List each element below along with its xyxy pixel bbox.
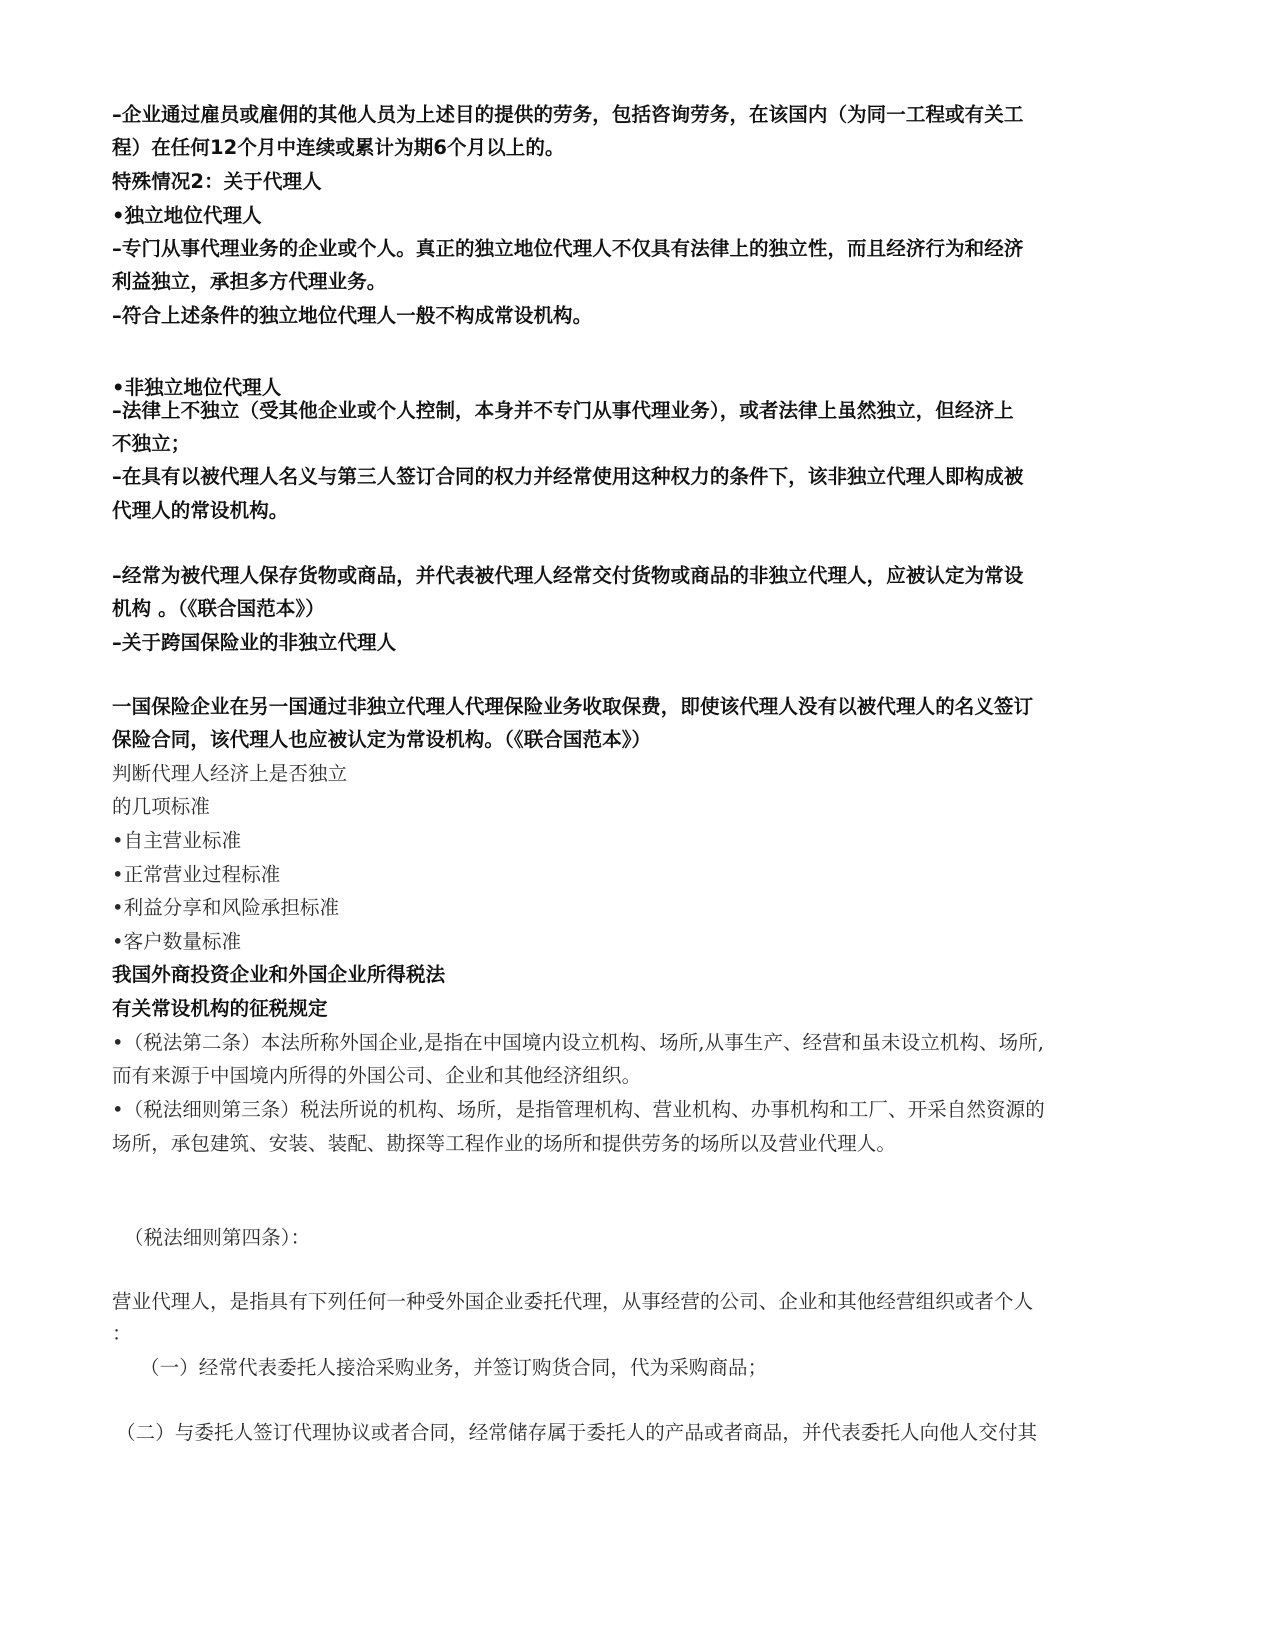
bullet-heading: •独立地位代理人 [112,204,262,227]
list-item: •自主营业标准 [112,829,242,852]
text-line: •（税法第二条）本法所称外国企业,是指在中国境内设立机构、场所,从事生产、经营和虽未设立机构、场所, [112,1031,1045,1054]
text-line: 利益独立，承担多方代理业务。 [112,270,387,293]
section-heading: 有关常设机构的征税规定 [112,997,328,1020]
text-line: –法律上不独立（受其他企业或个人控制，本身并不专门从事代理业务），或者法律上虽然独立，但经济上 [112,399,1014,422]
text-line: 保险合同，该代理人也应被认定为常设机构。（《联合国范本》） [112,728,652,751]
list-item: （一）经常代表委托人接洽采购业务，并签订购货合同，代为采购商品； [140,1356,768,1379]
text-line: 判断代理人经济上是否独立 [112,762,348,785]
list-item: •正常营业过程标准 [112,863,281,886]
section-heading: 特殊情况2：关于代理人 [112,170,322,193]
text-line: 营业代理人，是指具有下列任何一种受外国企业委托代理，从事经营的公司、企业和其他经营组织或者个人 [112,1290,1034,1313]
list-item: （二）与委托人签订代理协议或者合同，经常储存属于委托人的产品或者商品，并代表委托人向他人交付其 [116,1421,1038,1444]
text-line: –关于跨国保险业的非独立代理人 [112,631,397,654]
text-line: –符合上述条件的独立地位代理人一般不构成常设机构。 [112,304,593,327]
text-line: 一国保险企业在另一国通过非独立代理人代理保险业务收取保费，即使该代理人没有以被代理人的名义签订 [112,695,1034,718]
text-line: –经常为被代理人保存货物或商品，并代表被代理人经常交付货物或商品的非独立代理人，应被认定为常设 [112,564,1024,587]
text-line: •（税法细则第三条）税法所说的机构、场所，是指管理机构、营业机构、办事机构和工厂、开采自然资源的 [112,1098,1045,1121]
text-line: ： [112,1322,132,1345]
text-line: 代理人的常设机构。 [112,499,289,522]
text-line: 程）在任何12个月中连续或累计为期6个月以上的。 [112,136,565,159]
list-item: •利益分享和风险承担标准 [112,896,340,919]
bullet-heading: •非独立地位代理人 [112,376,282,399]
list-item: •客户数量标准 [112,930,242,953]
section-heading: 我国外商投资企业和外国企业所得税法 [112,963,446,986]
text-line: 场所，承包建筑、安装、装配、勘探等工程作业的场所和提供劳务的场所以及营业代理人。 [112,1132,897,1155]
text-line: –在具有以被代理人名义与第三人签订合同的权力并经常使用这种权力的条件下，该非独立代理人即构成被 [112,465,1024,488]
text-line: –企业通过雇员或雇佣的其他人员为上述目的提供的劳务，包括咨询劳务，在该国内（为同一工程或有关工 [112,103,1024,126]
text-line: 的几项标准 [112,795,211,818]
text-line: （税法细则第四条）： [124,1226,311,1249]
text-line: –专门从事代理业务的企业或个人。真正的独立地位代理人不仅具有法律上的独立性，而且经济行为和经济 [112,237,1024,260]
text-line: 机构 。（《联合国范本》） [112,597,325,620]
text-line: 而有来源于中国境内所得的外国公司、企业和其他经济组织。 [112,1064,642,1087]
text-line: 不独立； [112,432,191,455]
